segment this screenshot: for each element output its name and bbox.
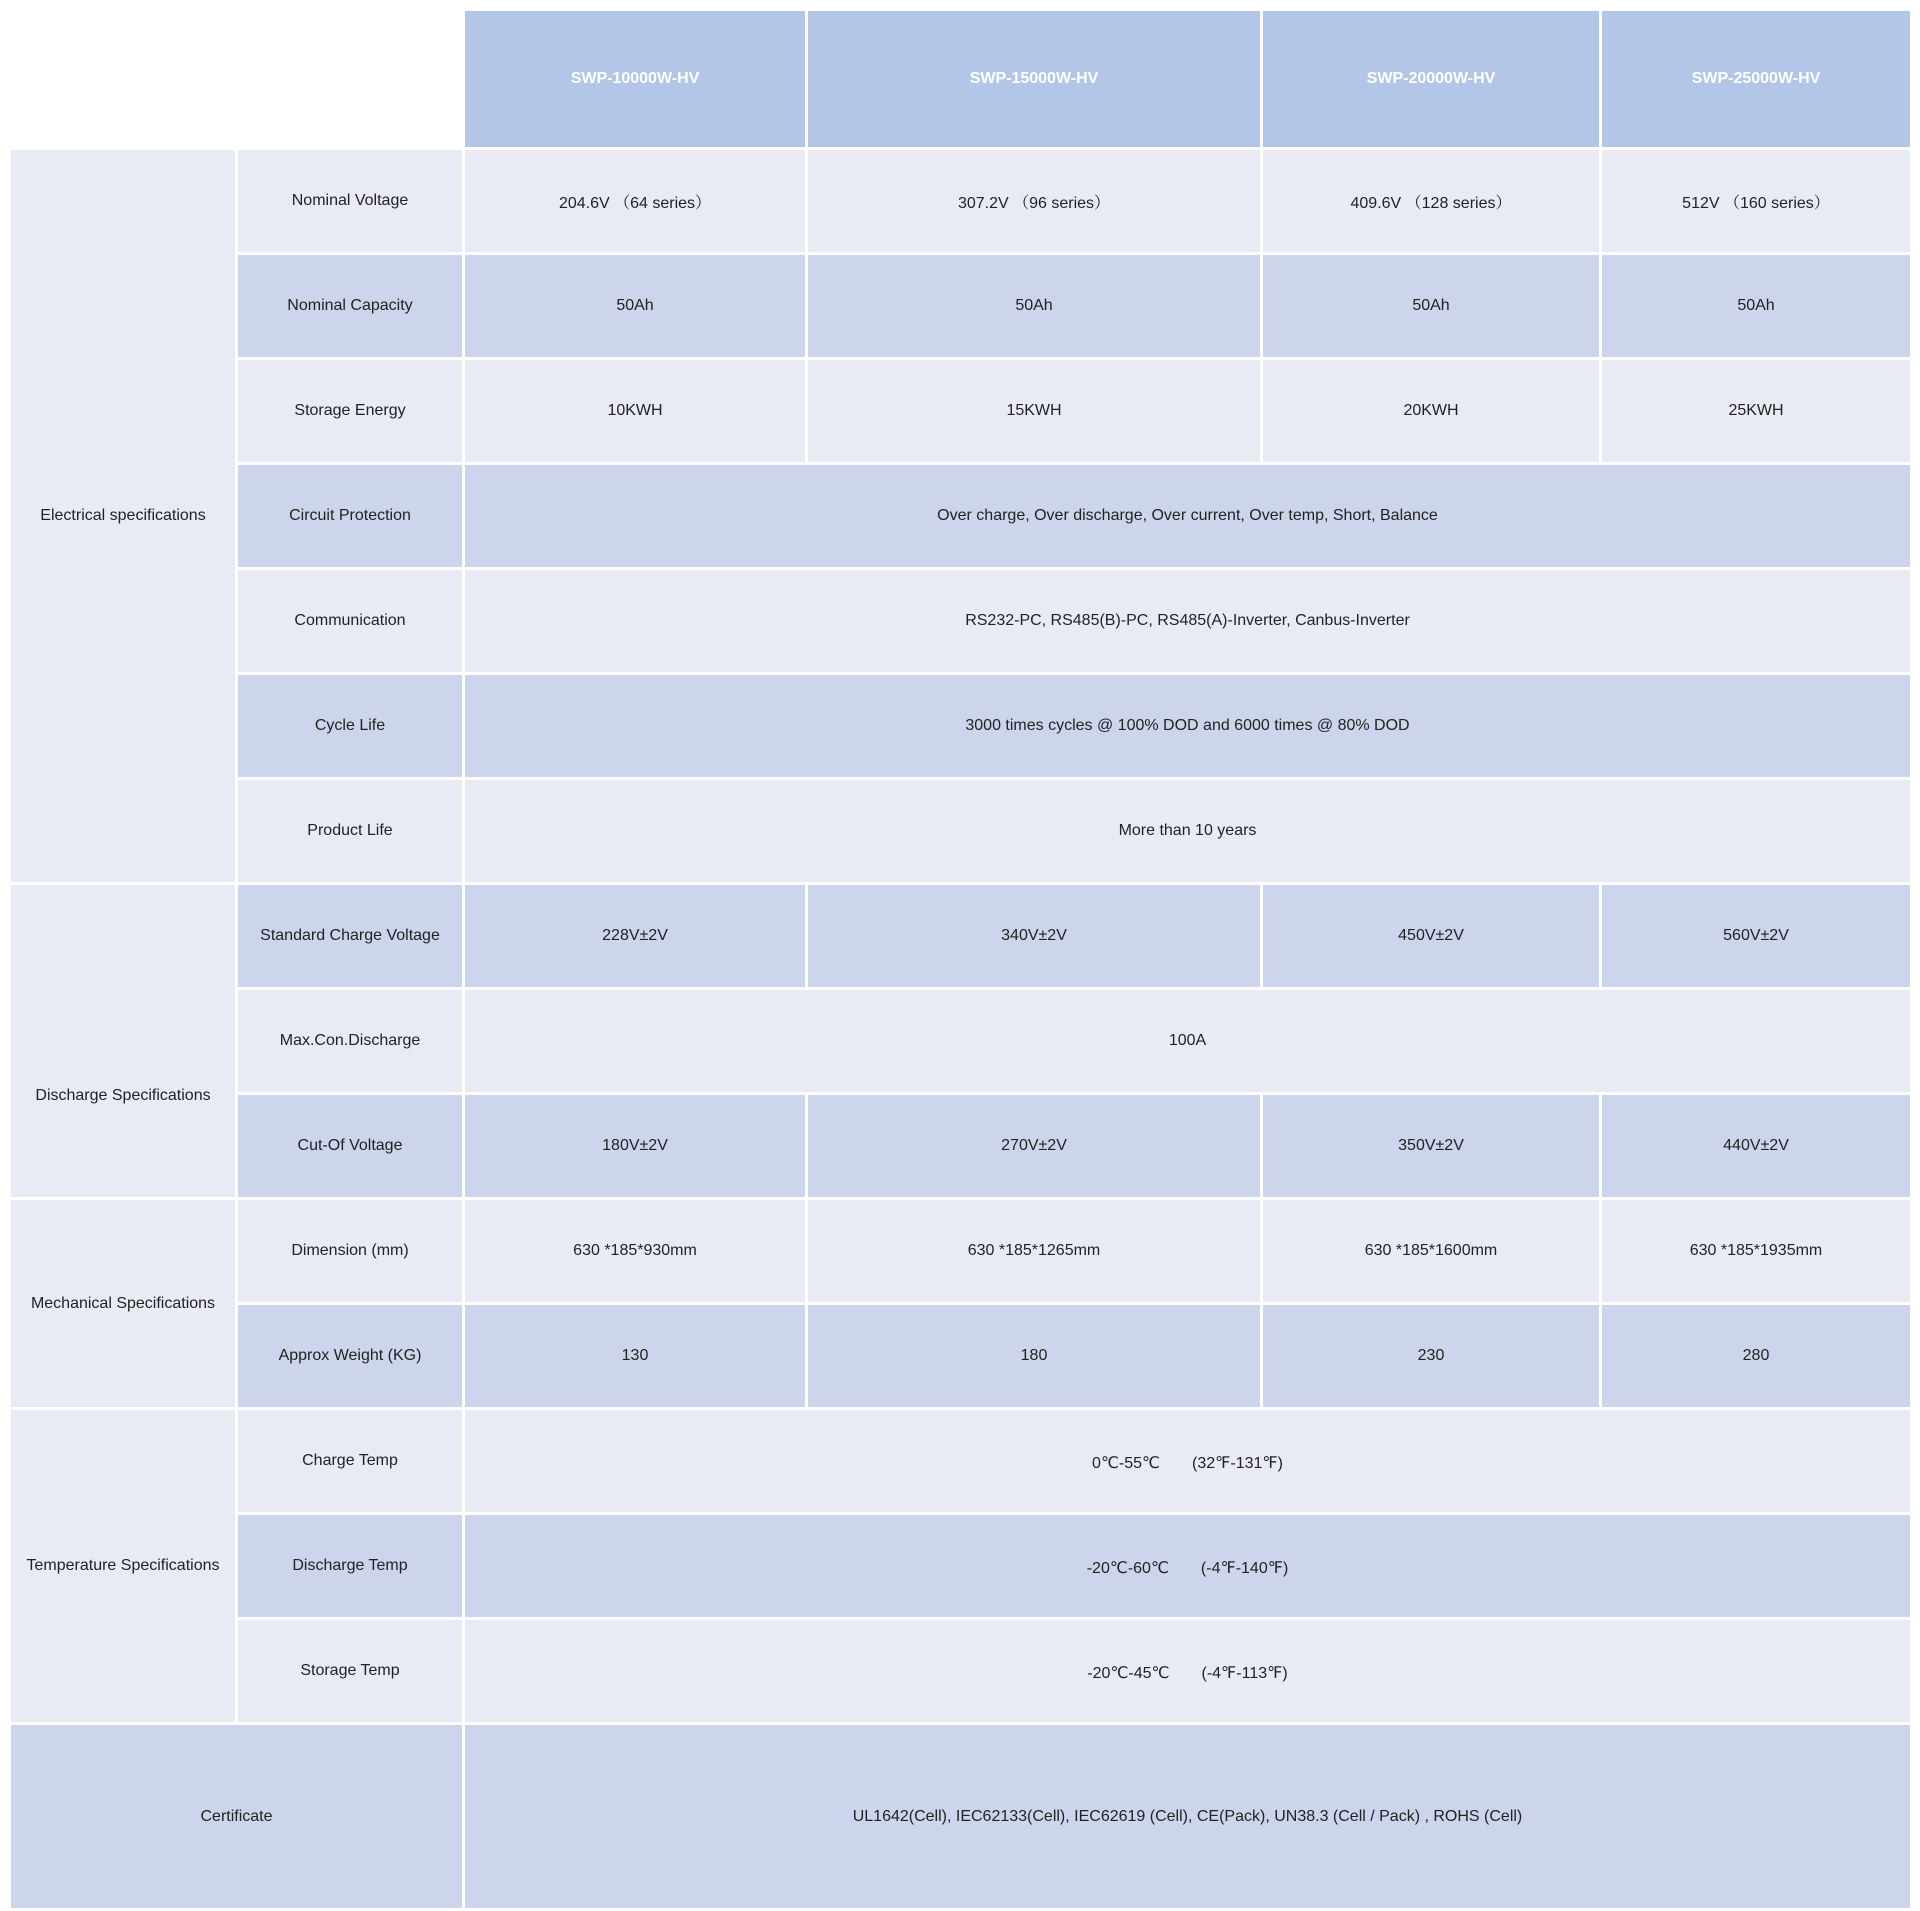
header-row: [10, 10, 1912, 149]
spec-table: [8, 8, 1913, 1911]
cell-value: 350V±2V: [1262, 1094, 1601, 1199]
cell-value: 3000 times cycles @ 100% DOD and 6000 times @ 80% DOD: [464, 674, 1912, 779]
logo-cell: [10, 10, 464, 149]
cell-value: 15KWH: [807, 359, 1262, 464]
table-row: [10, 779, 1912, 884]
cell-value: 50Ah: [807, 254, 1262, 359]
cell-value: 0℃-55℃ (32℉-131℉): [464, 1409, 1912, 1514]
row-label: Communication: [237, 569, 464, 674]
category-mechanical: Mechanical Specifications: [10, 1199, 237, 1409]
row-label: Dimension (mm): [237, 1199, 464, 1304]
row-label: Storage Energy: [237, 359, 464, 464]
model-header: SWP-10000W-HV: [464, 10, 807, 149]
cell-value: 50Ah: [464, 254, 807, 359]
cell-value: 512V （160 series）: [1601, 149, 1912, 254]
cell-value: 230: [1262, 1304, 1601, 1409]
cell-value: 409.6V （128 series）: [1262, 149, 1601, 254]
cell-value: 280: [1601, 1304, 1912, 1409]
table-row: [10, 569, 1912, 674]
cell-value: 340V±2V: [807, 884, 1262, 989]
cell-value: 630 *185*1935mm: [1601, 1199, 1912, 1304]
cell-value: More than 10 years: [464, 779, 1912, 884]
row-label: Approx Weight (KG): [237, 1304, 464, 1409]
table-row: [10, 1409, 1912, 1514]
cell-value: 630 *185*1265mm: [807, 1199, 1262, 1304]
cell-value: 204.6V （64 series）: [464, 149, 807, 254]
table-row: [10, 884, 1912, 989]
row-label: Cut-Of Voltage: [237, 1094, 464, 1199]
table-row: [10, 1514, 1912, 1619]
table-row: [10, 149, 1912, 254]
cell-value: 10KWH: [464, 359, 807, 464]
row-label: Charge Temp: [237, 1409, 464, 1514]
row-label: Max.Con.Discharge: [237, 989, 464, 1094]
cell-value: 307.2V （96 series）: [807, 149, 1262, 254]
cell-value: 100A: [464, 989, 1912, 1094]
table-row: [10, 1619, 1912, 1724]
category-electrical: Electrical specifications: [10, 149, 237, 884]
cell-value: -20℃-60℃ (-4℉-140℉): [464, 1514, 1912, 1619]
table-row: [10, 1094, 1912, 1199]
category-temperature: Temperature Specifications: [10, 1409, 237, 1724]
row-label: Storage Temp: [237, 1619, 464, 1724]
cell-value: -20℃-45℃ (-4℉-113℉): [464, 1619, 1912, 1724]
model-header: SWP-15000W-HV: [807, 10, 1262, 149]
cell-value: 180V±2V: [464, 1094, 807, 1199]
certificate-row: [10, 1724, 1912, 1910]
cell-value: 560V±2V: [1601, 884, 1912, 989]
row-label: Circuit Protection: [237, 464, 464, 569]
cell-value: 180: [807, 1304, 1262, 1409]
cell-value: RS232-PC, RS485(B)-PC, RS485(A)-Inverter, Canbus-Inverter: [464, 569, 1912, 674]
cell-value: 20KWH: [1262, 359, 1601, 464]
cell-value: 25KWH: [1601, 359, 1912, 464]
certificate-label: Certificate: [10, 1724, 464, 1910]
cell-value: 50Ah: [1601, 254, 1912, 359]
cell-value: 450V±2V: [1262, 884, 1601, 989]
row-label: Discharge Temp: [237, 1514, 464, 1619]
cell-value: 130: [464, 1304, 807, 1409]
cell-value: Over charge, Over discharge, Over current, Over temp, Short, Balance: [464, 464, 1912, 569]
certificate-value: UL1642(Cell), IEC62133(Cell), IEC62619 (Cell), CE(Pack), UN38.3 (Cell / Pack) , ROHS (Cell): [464, 1724, 1912, 1910]
table-row: [10, 359, 1912, 464]
cell-value: 228V±2V: [464, 884, 807, 989]
model-header: SWP-25000W-HV: [1601, 10, 1912, 149]
table-row: [10, 674, 1912, 779]
table-row: [10, 1199, 1912, 1304]
category-discharge: Discharge Specifications: [10, 884, 237, 1199]
row-label: Nominal Voltage: [237, 149, 464, 254]
cell-value: 50Ah: [1262, 254, 1601, 359]
cell-value: 630 *185*1600mm: [1262, 1199, 1601, 1304]
table-row: [10, 254, 1912, 359]
row-label: Product Life: [237, 779, 464, 884]
row-label: Standard Charge Voltage: [237, 884, 464, 989]
table-row: [10, 1304, 1912, 1409]
cell-value: 270V±2V: [807, 1094, 1262, 1199]
cell-value: 630 *185*930mm: [464, 1199, 807, 1304]
table-row: [10, 464, 1912, 569]
row-label: Nominal Capacity: [237, 254, 464, 359]
model-header: SWP-20000W-HV: [1262, 10, 1601, 149]
cell-value: 440V±2V: [1601, 1094, 1912, 1199]
row-label: Cycle Life: [237, 674, 464, 779]
table-row: [10, 989, 1912, 1094]
